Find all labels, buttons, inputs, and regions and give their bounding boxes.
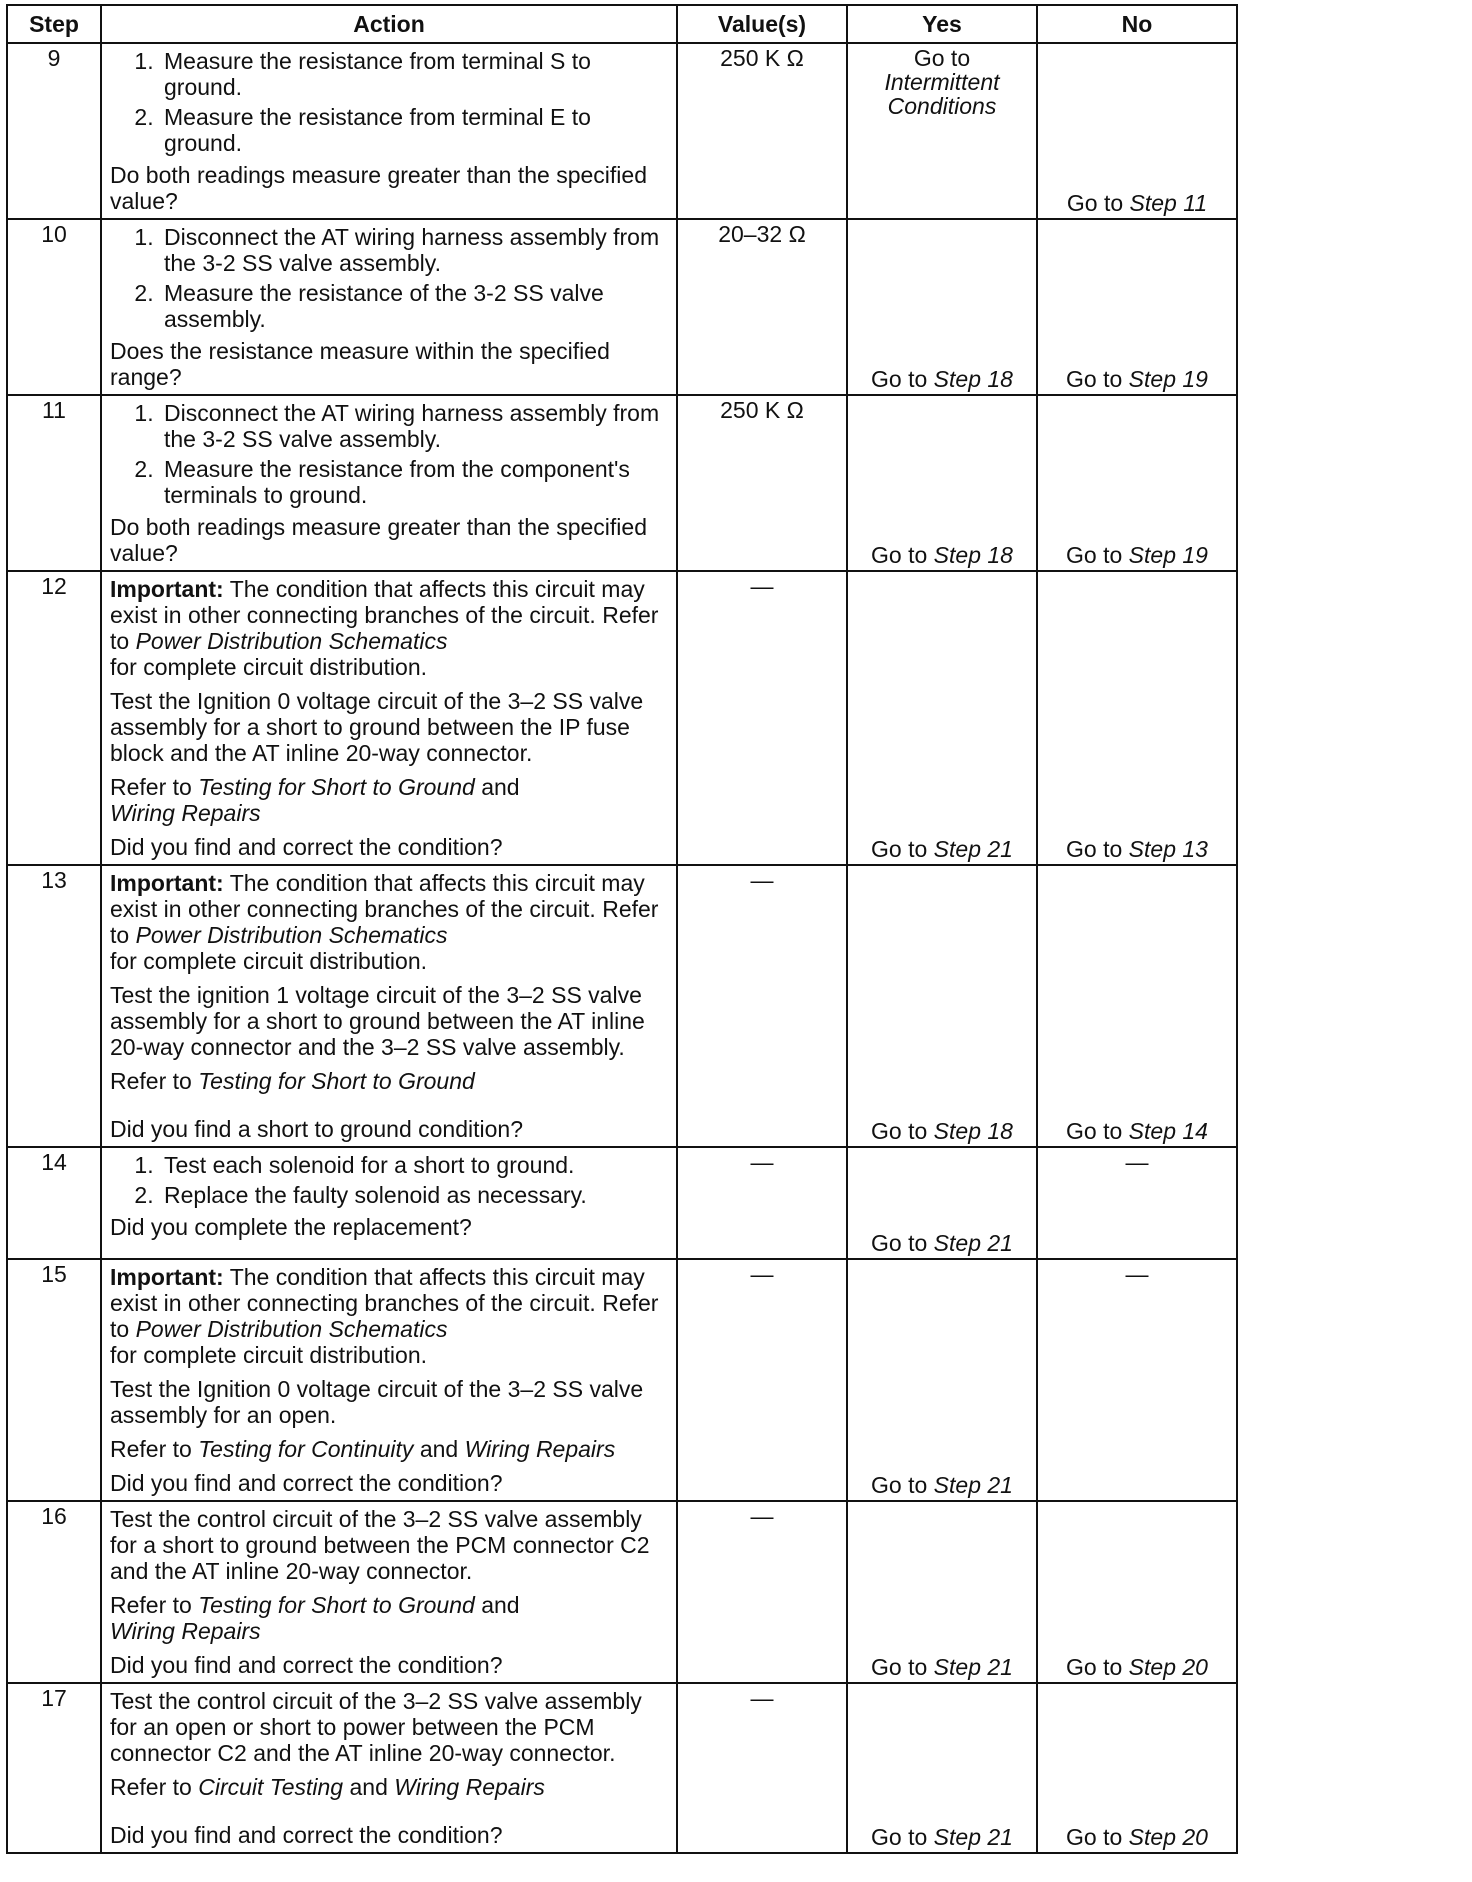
value-cell: — bbox=[677, 1147, 847, 1259]
table-row bbox=[7, 219, 1237, 395]
refer-line: Refer to Testing for Short to Ground bbox=[110, 1068, 475, 1094]
yes-go-to: Go to Step 21 bbox=[871, 1824, 1013, 1850]
action-cell bbox=[101, 395, 677, 571]
action-question: Did you complete the replacement? bbox=[110, 1214, 472, 1240]
no-link[interactable]: Step 13 bbox=[1128, 836, 1208, 862]
yes-link[interactable]: Step 21 bbox=[933, 1472, 1013, 1498]
action-question: Did you find and correct the condition? bbox=[110, 834, 503, 860]
ref-link[interactable]: Wiring Repairs bbox=[110, 800, 261, 826]
table-row bbox=[7, 1683, 1237, 1853]
ref-link[interactable]: Power Distribution Schematics bbox=[135, 1316, 448, 1342]
yes-cell bbox=[847, 1259, 1037, 1501]
step-number: 9 bbox=[7, 43, 101, 219]
action-question: Do both readings measure greater than the specified value? bbox=[110, 514, 647, 566]
value-cell: — bbox=[677, 865, 847, 1147]
no-go-to: Go to Step 13 bbox=[1066, 836, 1208, 862]
test-instruction: Test the Ignition 0 voltage circuit of the 3–2 SS valve assembly for an open. bbox=[110, 1376, 644, 1428]
action-question: Did you find and correct the condition? bbox=[110, 1822, 503, 1848]
ref-link[interactable]: Wiring Repairs bbox=[110, 1618, 261, 1644]
no-cell: — bbox=[1037, 1259, 1237, 1501]
action-question: Does the resistance measure within the specified range? bbox=[110, 338, 610, 390]
no-link[interactable]: Step 19 bbox=[1128, 366, 1208, 392]
ref-link[interactable]: Testing for Short to Ground bbox=[198, 774, 475, 800]
header-action: Action bbox=[101, 5, 677, 43]
action-step: 2. Measure the resistance of the 3-2 SS valve assembly. bbox=[160, 280, 668, 332]
yes-go-to: Go to Step 18 bbox=[871, 1118, 1013, 1144]
value-cell: 250 K Ω bbox=[677, 43, 847, 219]
no-link[interactable]: Step 19 bbox=[1128, 542, 1208, 568]
step-number: 15 bbox=[7, 1259, 101, 1501]
ref-link[interactable]: Testing for Short to Ground bbox=[198, 1592, 475, 1618]
action-cell bbox=[101, 1501, 677, 1683]
no-cell bbox=[1037, 1683, 1237, 1853]
table-row bbox=[7, 571, 1237, 865]
action-cell bbox=[101, 1683, 677, 1853]
refer-line: Refer to Circuit Testing and Wiring Repairs bbox=[110, 1774, 545, 1800]
no-link[interactable]: Step 14 bbox=[1128, 1118, 1208, 1144]
header-row bbox=[7, 5, 1237, 43]
yes-go-to: Go to Step 21 bbox=[871, 1472, 1013, 1498]
no-cell bbox=[1037, 1501, 1237, 1683]
ref-link[interactable]: Wiring Repairs bbox=[464, 1436, 616, 1462]
action-cell bbox=[101, 1147, 677, 1259]
no-link[interactable]: Step 20 bbox=[1128, 1824, 1208, 1850]
value-cell: — bbox=[677, 1259, 847, 1501]
important-note: Important: The condition that affects this circuit may exist in other connecting branches of the circuit. Refer to Power Distribution Schematics for complete circuit distribution. bbox=[110, 1264, 659, 1368]
action-steps bbox=[110, 400, 668, 508]
no-go-to: Go to Step 20 bbox=[1066, 1824, 1208, 1850]
yes-link[interactable]: Step 21 bbox=[933, 1654, 1013, 1680]
important-label: Important: bbox=[110, 1264, 224, 1290]
no-link[interactable]: Step 11 bbox=[1129, 190, 1208, 216]
important-note: Important: The condition that affects this circuit may exist in other connecting branches of the circuit. Refer to Power Distribution Schematics for complete circuit distribution. bbox=[110, 870, 659, 974]
important-label: Important: bbox=[110, 576, 224, 602]
no-go-to: Go to Step 20 bbox=[1066, 1654, 1208, 1680]
step-number: 17 bbox=[7, 1683, 101, 1853]
test-instruction: Test the Ignition 0 voltage circuit of the 3–2 SS valve assembly for a short to ground between the IP fuse block and the AT inline 20-way connector. bbox=[110, 688, 644, 766]
diagnostic-table bbox=[6, 4, 1238, 1854]
table-row bbox=[7, 1259, 1237, 1501]
action-steps bbox=[110, 1152, 668, 1208]
no-cell: — bbox=[1037, 1147, 1237, 1259]
yes-link[interactable]: Step 18 bbox=[933, 1118, 1013, 1144]
yes-go-to: Go to Step 21 bbox=[871, 1230, 1013, 1256]
yes-cell bbox=[847, 219, 1037, 395]
important-label: Important: bbox=[110, 870, 224, 896]
no-link[interactable]: Step 20 bbox=[1128, 1654, 1208, 1680]
important-note: Important: The condition that affects this circuit may exist in other connecting branches of the circuit. Refer to Power Distribution Schematics for complete circuit distribution. bbox=[110, 576, 659, 680]
yes-cell bbox=[847, 571, 1037, 865]
yes-link[interactable]: Step 21 bbox=[933, 836, 1013, 862]
yes-go-to: Go to Step 21 bbox=[871, 1654, 1013, 1680]
yes-cell bbox=[847, 43, 1037, 219]
yes-link[interactable]: Step 21 bbox=[933, 1230, 1013, 1256]
action-step: 1. Test each solenoid for a short to ground. bbox=[160, 1152, 668, 1178]
yes-link[interactable]: Intermittent Conditions bbox=[884, 69, 1000, 119]
refer-line: Refer to Testing for Continuity and Wiring Repairs bbox=[110, 1436, 616, 1462]
action-question: Do both readings measure greater than the specified value? bbox=[110, 162, 647, 214]
no-cell bbox=[1037, 395, 1237, 571]
action-step: 1. Disconnect the AT wiring harness assembly from the 3-2 SS valve assembly. bbox=[160, 224, 668, 276]
no-cell bbox=[1037, 43, 1237, 219]
value-cell: 250 K Ω bbox=[677, 395, 847, 571]
step-number: 14 bbox=[7, 1147, 101, 1259]
action-step: 2. Measure the resistance from terminal E to ground. bbox=[160, 104, 668, 156]
step-number: 16 bbox=[7, 1501, 101, 1683]
yes-go-to: Go to Intermittent Conditions bbox=[856, 44, 1028, 118]
step-number: 13 bbox=[7, 865, 101, 1147]
no-go-to: Go to Step 19 bbox=[1066, 542, 1208, 568]
no-go-to: Go to Step 11 bbox=[1066, 190, 1208, 216]
yes-link[interactable]: Step 21 bbox=[933, 1824, 1013, 1850]
table-row bbox=[7, 865, 1237, 1147]
value-cell: — bbox=[677, 571, 847, 865]
yes-go-to: Go to Step 18 bbox=[871, 366, 1013, 392]
table-row bbox=[7, 1501, 1237, 1683]
action-step: 1. Measure the resistance from terminal S to ground. bbox=[160, 48, 668, 100]
ref-link[interactable]: Circuit Testing bbox=[198, 1774, 344, 1800]
no-cell bbox=[1037, 219, 1237, 395]
header-no: No bbox=[1037, 5, 1237, 43]
yes-cell bbox=[847, 1501, 1037, 1683]
action-cell bbox=[101, 1259, 677, 1501]
ref-link[interactable]: Power Distribution Schematics bbox=[135, 628, 448, 654]
action-step: 1. Disconnect the AT wiring harness assembly from the 3-2 SS valve assembly. bbox=[160, 400, 668, 452]
step-number: 10 bbox=[7, 219, 101, 395]
value-cell: 20–32 Ω bbox=[677, 219, 847, 395]
yes-link[interactable]: Step 18 bbox=[933, 542, 1013, 568]
action-steps bbox=[110, 224, 668, 332]
action-steps bbox=[110, 48, 668, 156]
header-yes: Yes bbox=[847, 5, 1037, 43]
table-row bbox=[7, 43, 1237, 219]
action-question: Did you find a short to ground condition? bbox=[110, 1116, 523, 1142]
ref-link[interactable]: Wiring Repairs bbox=[394, 1774, 545, 1800]
step-number: 12 bbox=[7, 571, 101, 865]
action-cell bbox=[101, 865, 677, 1147]
step-number: 11 bbox=[7, 395, 101, 571]
value-cell: — bbox=[677, 1501, 847, 1683]
yes-go-to: Go to Step 18 bbox=[871, 542, 1013, 568]
action-question: Did you find and correct the condition? bbox=[110, 1652, 503, 1678]
table-row bbox=[7, 1147, 1237, 1259]
yes-cell bbox=[847, 1147, 1037, 1259]
no-cell bbox=[1037, 865, 1237, 1147]
test-instruction: Test the ignition 1 voltage circuit of the 3–2 SS valve assembly for a short to ground between the AT inline 20-way connector and the 3–2 SS valve assembly. bbox=[110, 982, 645, 1060]
no-cell bbox=[1037, 571, 1237, 865]
value-cell: — bbox=[677, 1683, 847, 1853]
action-question: Did you find and correct the condition? bbox=[110, 1470, 503, 1496]
header-step: Step bbox=[7, 5, 101, 43]
ref-link[interactable]: Testing for Continuity bbox=[198, 1436, 414, 1462]
action-step: 2. Measure the resistance from the component's terminals to ground. bbox=[160, 456, 668, 508]
action-cell bbox=[101, 219, 677, 395]
yes-cell bbox=[847, 395, 1037, 571]
yes-cell bbox=[847, 865, 1037, 1147]
yes-cell bbox=[847, 1683, 1037, 1853]
ref-link[interactable]: Power Distribution Schematics bbox=[135, 922, 448, 948]
yes-go-to: Go to Step 21 bbox=[871, 836, 1013, 862]
no-go-to: Go to Step 19 bbox=[1066, 366, 1208, 392]
header-values: Value(s) bbox=[677, 5, 847, 43]
table-row bbox=[7, 395, 1237, 571]
action-step: 2. Replace the faulty solenoid as necessary. bbox=[160, 1182, 668, 1208]
refer-line: Refer to Testing for Short to Ground and Wiring Repairs bbox=[110, 774, 520, 826]
test-instruction: Test the control circuit of the 3–2 SS valve assembly for a short to ground between the PCM connector C2 and the AT inline 20-way connector. bbox=[110, 1506, 650, 1584]
test-instruction: Test the control circuit of the 3–2 SS valve assembly for an open or short to power between the PCM connector C2 and the AT inline 20-way connector. bbox=[110, 1688, 642, 1766]
yes-link[interactable]: Step 18 bbox=[933, 366, 1013, 392]
refer-line: Refer to Testing for Short to Ground and Wiring Repairs bbox=[110, 1592, 520, 1644]
action-cell bbox=[101, 571, 677, 865]
action-cell bbox=[101, 43, 677, 219]
ref-link[interactable]: Testing for Short to Ground bbox=[198, 1068, 475, 1094]
no-go-to: Go to Step 14 bbox=[1066, 1118, 1208, 1144]
